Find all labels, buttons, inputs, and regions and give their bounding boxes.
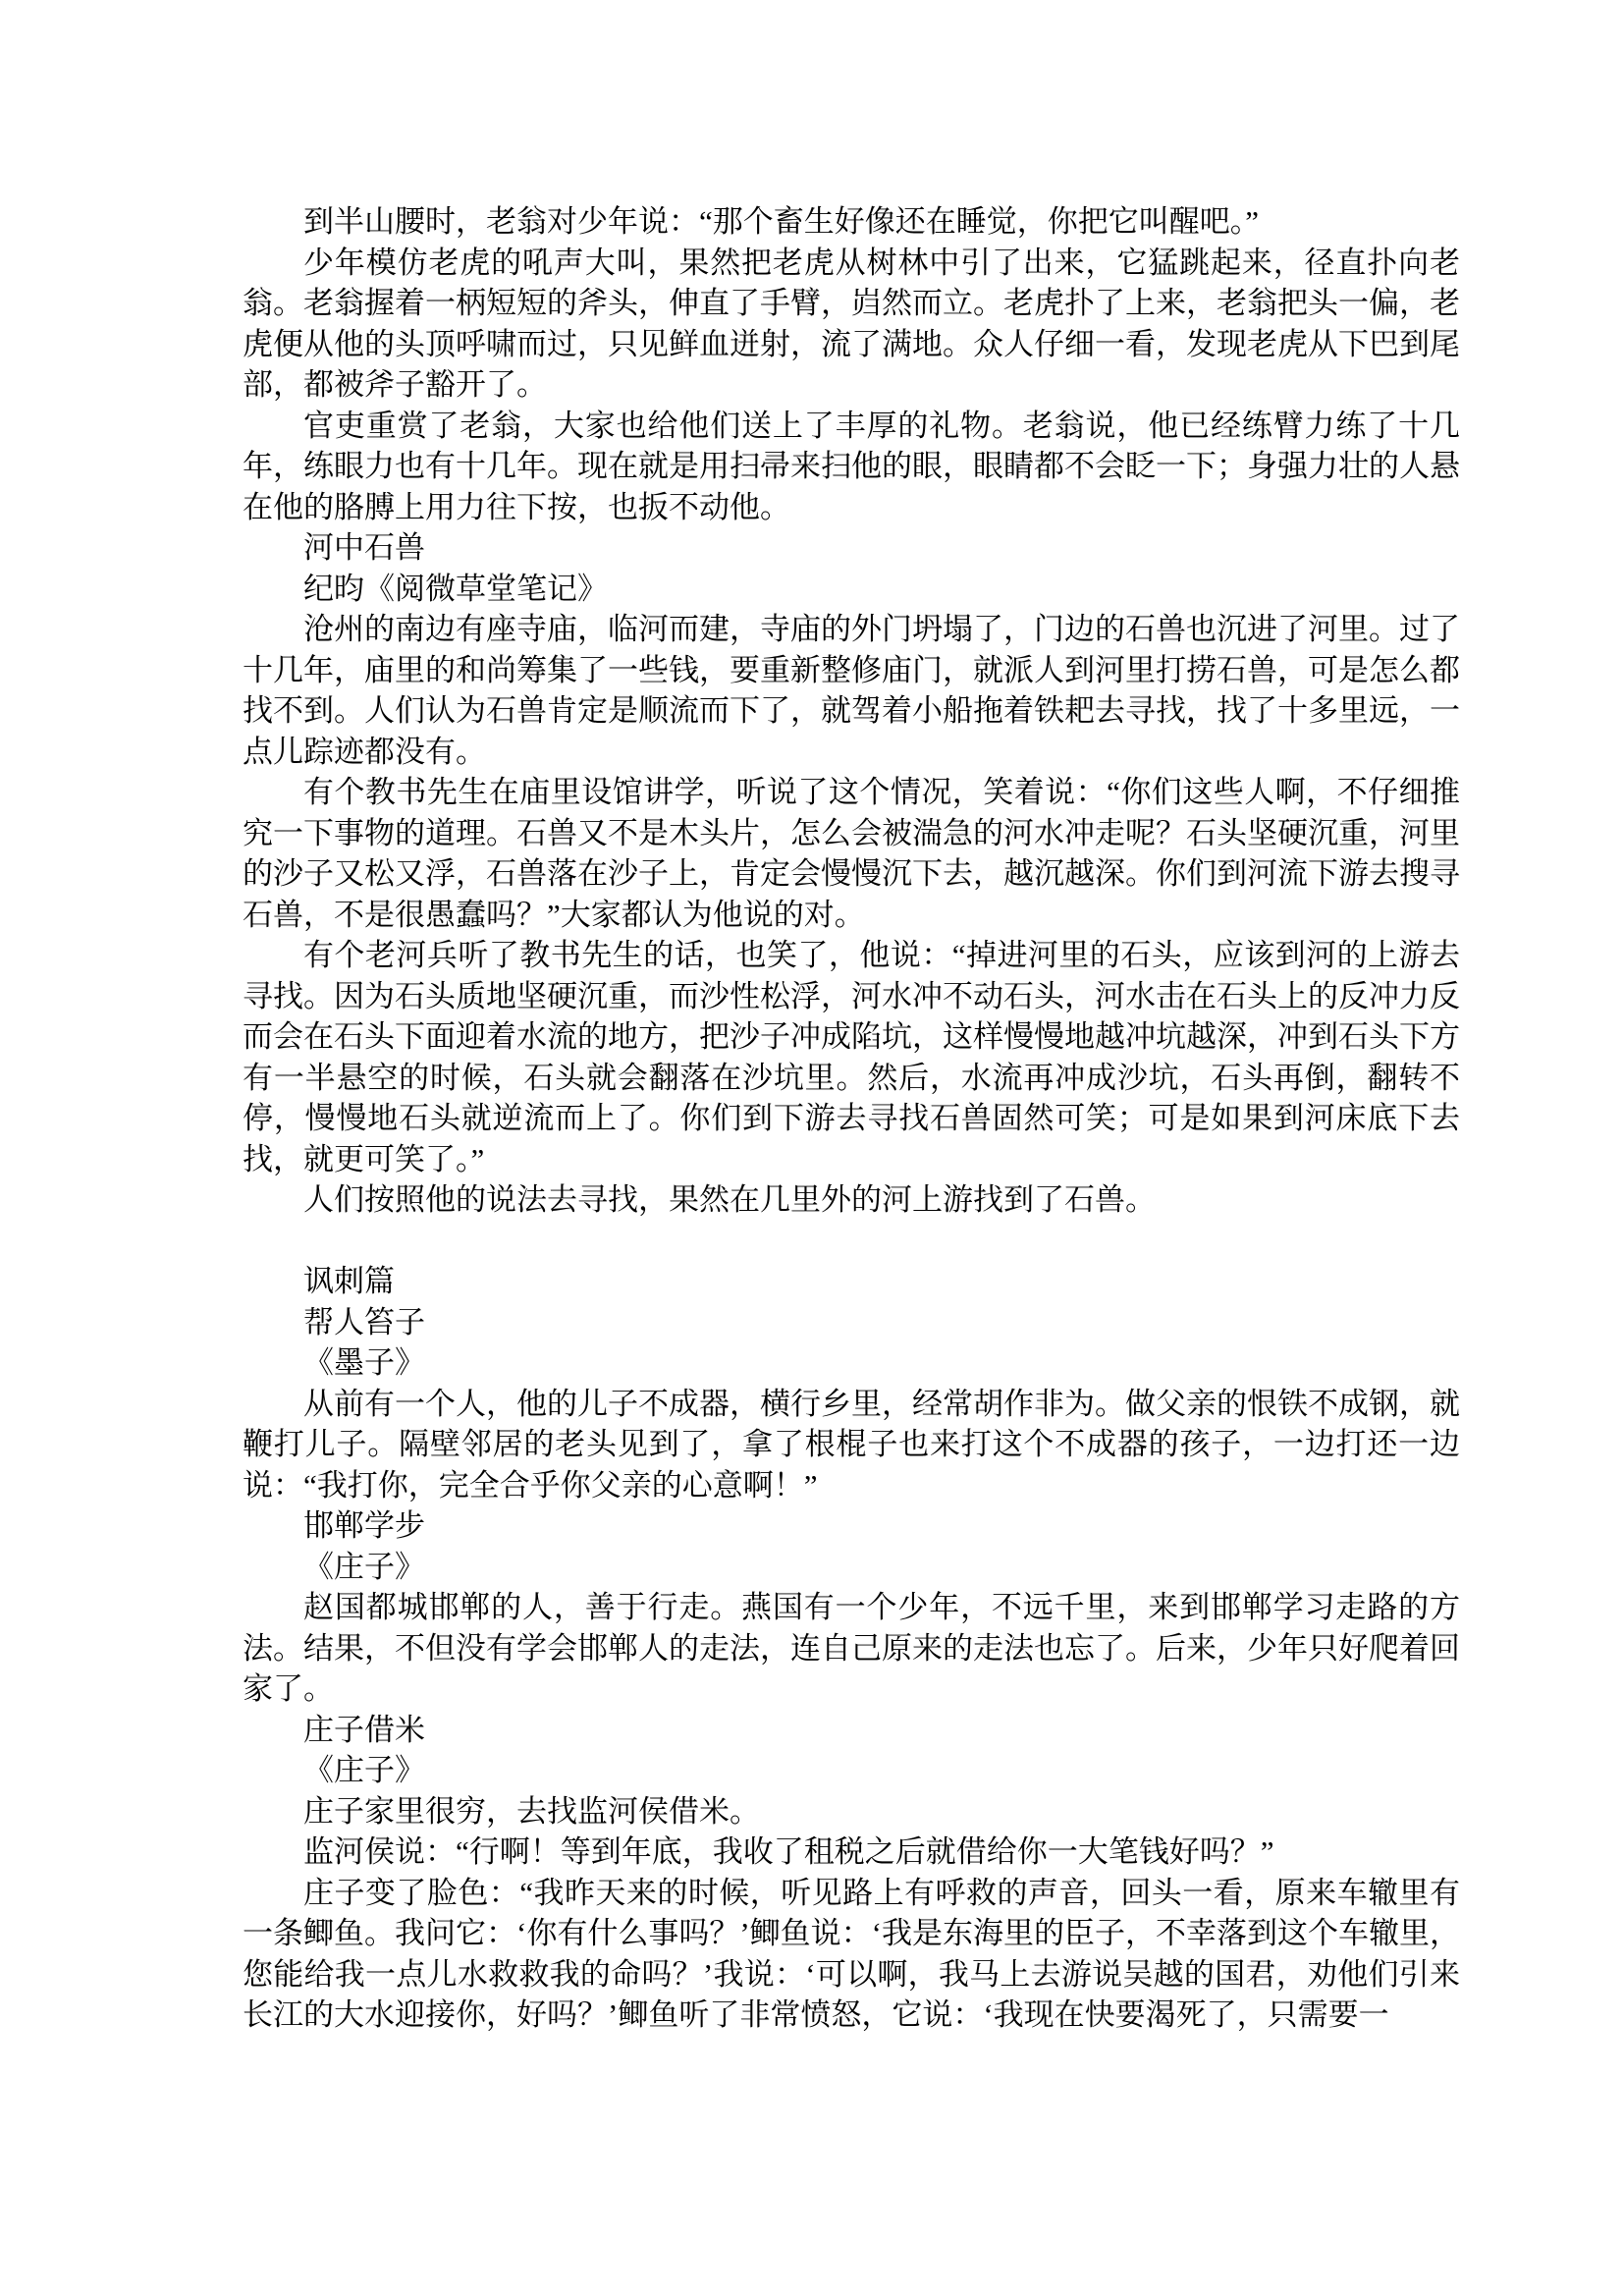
- paragraph-heading: 河中石兽: [303, 530, 425, 565]
- paragraph-source: 《庄子》: [303, 1549, 425, 1584]
- paragraph-body: 有个教书先生在庙里设馆讲学，听说了这个情况，笑着说：“你们这些人啊，不仔细推究一下事物的道理。石兽又不是木头片，怎么会被湍急的河水冲走呢？石头坚硬沉重，河里的沙子又松又浮，石兽落在沙子上，肯定会慢慢沉下去，越沉越深。你们到河流下游去搜寻石兽，不是很愚蠢吗？”大家都认为他说的对。: [243, 775, 1460, 932]
- paragraph-body: 人们按照他的说法去寻找，果然在几里外的河上游找到了石兽。: [303, 1182, 1156, 1217]
- paragraph-body: 有个老河兵听了教书先生的话，也笑了，他说：“掉进河里的石头，应该到河的上游去寻找。因为石头质地坚硬沉重，而沙性松浮，河水冲不动石头，河水击在石头上的反冲力反而会在石头下面迎着水流的地方，把沙子冲成陷坑，这样慢慢地越冲坑越深，冲到石头下方有一半悬空的时候，石头就会翻落在沙坑里。然后，水流再冲成沙坑，石头再倒，翻转不停，慢慢地石头就逆流而上了。你们到下游去寻找石兽固然可笑；可是如果到河床底下去找，就更可笑了。”: [243, 938, 1460, 1176]
- paragraph-body: 庄子家里很穷，去找监河侯借米。: [303, 1793, 760, 1829]
- document-text-block: [243, 201, 1460, 2036]
- paragraph-body: 沧州的南边有座寺庙，临河而建，寺庙的外门坍塌了，门边的石兽也沉进了河里。过了十几年，庙里的和尚筹集了一些钱，要重新整修庙门，就派人到河里打捞石兽，可是怎么都找不到。人们认为石兽肯定是顺流而下了，就驾着小船拖着铁耙去寻找，找了十多里远，一点儿踪迹都没有。: [243, 612, 1460, 769]
- paragraph-body: 少年模仿老虎的吼声大叫，果然把老虎从树林中引了出来，它猛跳起来，径直扑向老翁。老翁握着一柄短短的斧头，伸直了手臂，岿然而立。老虎扑了上来，老翁把头一偏，老虎便从他的头顶呼啸而过，只见鲜血迸射，流了满地。众人仔细一看，发现老虎从下巴到尾部，都被斧子豁开了。: [243, 245, 1460, 402]
- paragraph-source: 《墨子》: [303, 1345, 425, 1380]
- paragraph-body: 官吏重赏了老翁，大家也给他们送上了丰厚的礼物。老翁说，他已经练臂力练了十几年，练眼力也有十几年。现在就是用扫帚来扫他的眼，眼睛都不会眨一下；身强力壮的人悬在他的胳膊上用力往下按，也扳不动他。: [243, 408, 1460, 524]
- paragraph-body: 赵国都城邯郸的人，善于行走。燕国有一个少年，不远千里，来到邯郸学习走路的方法。结果，不但没有学会邯郸人的走法，连自己原来的走法也忘了。后来，少年只好爬着回家了。: [243, 1590, 1460, 1706]
- paragraph-body: 到半山腰时，老翁对少年说：“那个畜生好像还在睡觉，你把它叫醒吧。”: [303, 204, 1260, 239]
- paragraph-heading: 庄子借米: [303, 1712, 425, 1747]
- paragraph-body: 从前有一个人，他的儿子不成器，横行乡里，经常胡作非为。做父亲的恨铁不成钢，就鞭打儿子。隔壁邻居的老头见到了，拿了根棍子也来打这个不成器的孩子，一边打还一边说：“我打你，完全合乎你父亲的心意啊！”: [243, 1386, 1460, 1503]
- paragraph-source: 《庄子》: [303, 1753, 425, 1787]
- paragraph-body: 监河侯说：“行啊！等到年底，我收了租税之后就借给你一大笔钱好吗？”: [303, 1834, 1274, 1869]
- paragraph-heading: 帮人笞子: [303, 1304, 425, 1339]
- paragraph-heading: 邯郸学步: [303, 1508, 425, 1543]
- paragraph-spacer: [243, 1221, 1460, 1262]
- paragraph-source: 纪昀《阅微草堂笔记》: [303, 571, 608, 606]
- paragraph-body: 庄子变了脸色：“我昨天来的时候，听见路上有呼救的声音，回头一看，原来车辙里有一条鲫鱼。我问它：‘你有什么事吗？’鲫鱼说：‘我是东海里的臣子，不幸落到这个车辙里，您能给我一点儿水救救我的命吗？’我说：‘可以啊，我马上去游说吴越的国君，劝他们引来长江的大水迎接你，好吗？’鲫鱼听了非常愤怒，它说：‘我现在快要渴死了，只需要一: [243, 1875, 1460, 2032]
- paragraph-heading: 讽刺篇: [303, 1264, 395, 1298]
